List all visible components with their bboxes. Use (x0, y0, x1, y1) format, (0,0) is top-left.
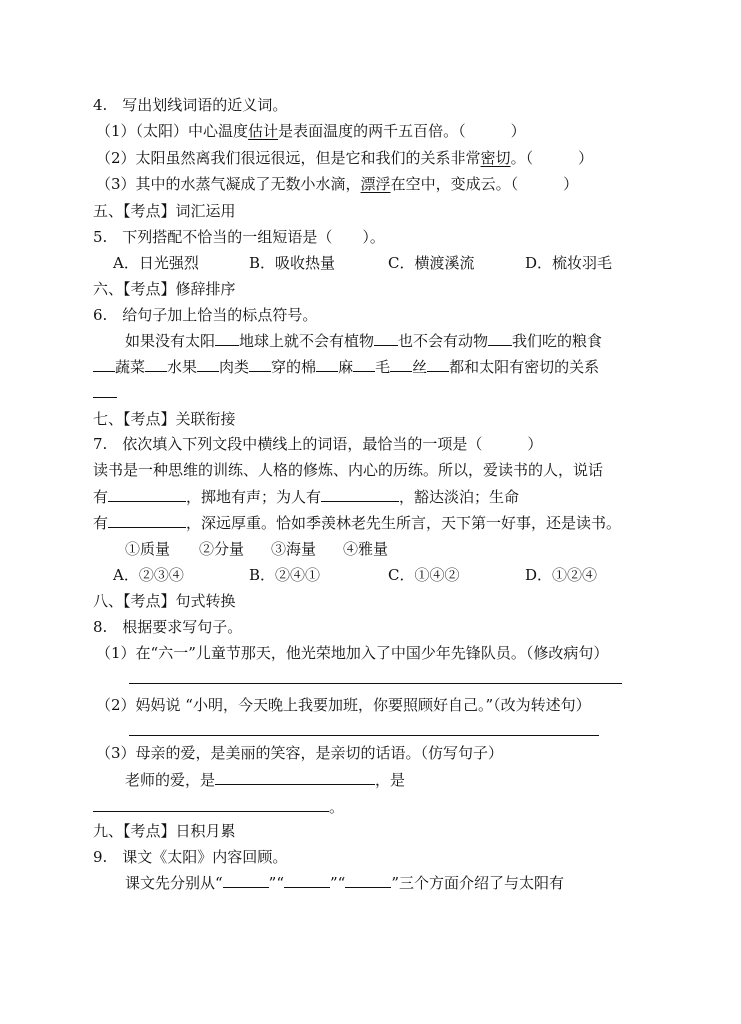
question-4-item-2 (96, 148, 593, 168)
question-8-item-3: （3）母亲的爱，是美丽的笑容，是亲切的话语。（仿写句子） (96, 744, 504, 762)
punctuation-blank[interactable] (353, 357, 375, 372)
punctuation-blank[interactable] (427, 357, 449, 372)
question-4-item-1 (96, 121, 526, 141)
item-text: 是表面温度的两千五百倍。（ ） (278, 122, 526, 140)
sentence-part: 麻 (338, 358, 354, 376)
answer-line-2[interactable] (129, 735, 599, 736)
question-8-item-3-continuation (93, 797, 344, 817)
question-7-option-a: A．②③④ (113, 566, 184, 584)
passage-text: ，豁达淡泊；生命 (399, 488, 520, 506)
word-blank[interactable] (108, 513, 186, 528)
section-5-heading: 五、【考点】词汇运用 (93, 202, 236, 220)
question-4-stem: 4. 写出划线词语的近义词。 (93, 96, 288, 114)
punctuation-blank[interactable] (93, 357, 115, 372)
sentence-part: 毛 (375, 358, 391, 376)
punctuation-blank[interactable] (197, 357, 219, 372)
question-6-sentence-line-1 (125, 331, 602, 351)
punctuation-blank[interactable] (215, 331, 239, 346)
question-6-stem: 6. 给句子加上恰当的标点符号。 (93, 306, 318, 324)
punctuation-blank[interactable] (93, 383, 117, 398)
question-5-stem: 5. 下列搭配不恰当的一组短语是（ ）。 (93, 228, 385, 246)
punctuation-blank[interactable] (316, 357, 338, 372)
prompt-text: 老师的爱，是 (125, 771, 216, 789)
question-7-option-c: C．①④② (388, 566, 460, 584)
punctuation-blank[interactable] (374, 331, 398, 346)
question-5-option-c: C．横渡溪流 (388, 254, 475, 272)
question-8-item-1: （1）在“六一”儿童节那天，他光荣地加入了中国少年先锋队员。（修改病句） (96, 644, 609, 662)
sentence-part: 也不会有动物 (398, 332, 489, 350)
question-7-passage-line-2 (93, 487, 519, 507)
question-8-stem: 8. 根据要求写句子。 (93, 618, 243, 636)
question-7-option-b: B．②④① (249, 566, 321, 584)
sentence-part: 如果没有太阳 (125, 332, 216, 350)
question-7-word-1: ①质量 (125, 540, 171, 558)
sentence-part: 肉类 (219, 358, 250, 376)
period: 。 (329, 798, 345, 816)
question-5-option-a: A．日光强烈 (113, 254, 199, 272)
passage-text: 有 (93, 514, 109, 532)
question-8-item-3-prompt (125, 770, 405, 790)
underlined-word: 密切 (480, 149, 511, 167)
prompt-text: ”“ (330, 874, 346, 892)
question-9-prompt (125, 873, 564, 893)
question-7-word-3: ③海量 (271, 540, 317, 558)
punctuation-blank[interactable] (390, 357, 412, 372)
section-9-heading: 九、【考点】日积月累 (93, 822, 236, 840)
sentence-part: 蔬菜 (115, 358, 146, 376)
question-8-item-2: （2）妈妈说 “小明，今天晚上我要加班，你要照顾好自己。”（改为转述句） (96, 696, 591, 714)
prompt-text: ，是 (375, 771, 406, 789)
answer-blank[interactable] (93, 797, 329, 812)
question-7-passage-line-1: 读书是一种思维的训练、人格的修炼、内心的历练。所以，爱读书的人，说话 (93, 461, 604, 479)
question-7-word-2: ②分量 (199, 540, 245, 558)
prompt-text: ”“ (268, 874, 285, 892)
section-6-heading: 六、【考点】修辞排序 (93, 280, 236, 298)
answer-blank[interactable] (345, 873, 391, 888)
question-7-word-4: ④雅量 (343, 540, 389, 558)
item-text: （3）其中的水蒸气凝成了无数小水滴， (96, 175, 361, 193)
prompt-text: 课文先分别从“ (125, 874, 223, 892)
sentence-part: 穿的棉 (271, 358, 317, 376)
passage-text: ，掷地有声；为人有 (186, 488, 322, 506)
sentence-part: 地球上就不会有植物 (239, 332, 375, 350)
question-9-stem: 9. 课文《太阳》内容回顾。 (93, 848, 288, 866)
question-7-passage-line-3 (93, 513, 621, 533)
answer-blank[interactable] (284, 873, 330, 888)
item-text: （1）（太阳）中心温度 (96, 122, 249, 140)
answer-line-1[interactable] (129, 683, 622, 684)
punctuation-blank[interactable] (488, 331, 512, 346)
question-7-stem: 7. 依次填入下列文段中横线上的词语，最恰当的一项是（ ） (93, 435, 543, 453)
answer-blank[interactable] (215, 770, 375, 785)
sentence-part: 水果 (167, 358, 198, 376)
prompt-text: ”三个方面介绍了与太阳有 (391, 874, 565, 892)
sentence-part: 丝 (412, 358, 428, 376)
punctuation-blank[interactable] (145, 357, 167, 372)
question-5-option-d: D．梳妆羽毛 (525, 254, 613, 272)
section-7-heading: 七、【考点】关联衔接 (93, 410, 236, 428)
underlined-word: 估计 (248, 122, 279, 140)
item-text: 。（ ） (510, 149, 594, 167)
question-7-option-d: D．①②④ (525, 566, 598, 584)
punctuation-blank[interactable] (249, 357, 271, 372)
passage-text: 有 (93, 488, 109, 506)
question-6-sentence-line-3 (93, 383, 117, 403)
question-6-sentence-line-2 (93, 357, 599, 377)
sentence-part: 都和太阳有密切的关系 (449, 358, 600, 376)
word-blank[interactable] (321, 487, 399, 502)
underlined-word: 漂浮 (360, 175, 391, 193)
section-8-heading: 八、【考点】句式转换 (93, 592, 236, 610)
sentence-part: 我们吃的粮食 (512, 332, 603, 350)
passage-text: ，深远厚重。恰如季羡林老先生所言，天下第一好事，还是读书。 (186, 514, 622, 532)
answer-blank[interactable] (223, 873, 269, 888)
question-4-item-3 (96, 174, 578, 194)
word-blank[interactable] (108, 487, 186, 502)
item-text: （2）太阳虽然离我们很远很远，但是它和我们的关系非常 (96, 149, 481, 167)
item-text: 在空中，变成云。（ ） (390, 175, 579, 193)
question-5-option-b: B．吸收热量 (249, 254, 336, 272)
